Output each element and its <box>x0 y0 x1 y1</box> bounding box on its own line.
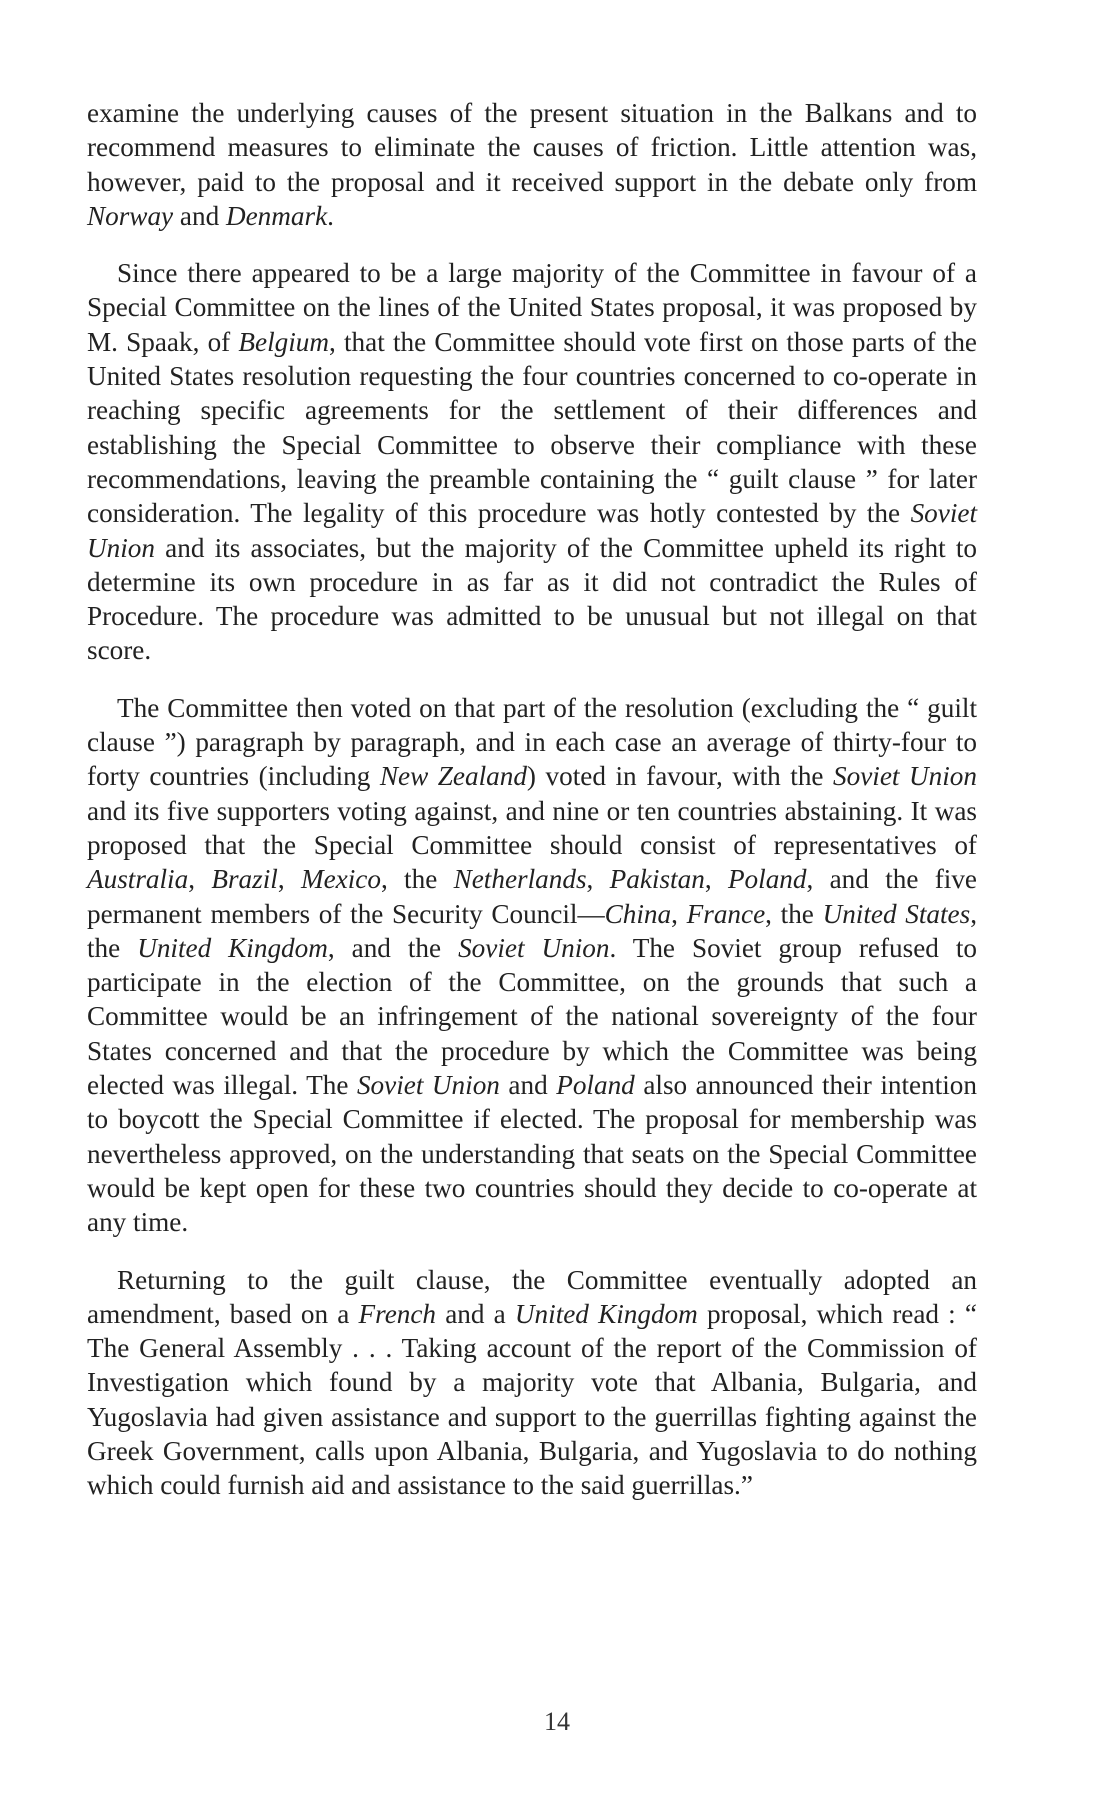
italic-name: China <box>604 898 672 929</box>
page-number: 14 <box>544 1707 570 1736</box>
paragraph-4: Returning to the guilt clause, the Committee eventually adopted an amendment, based on a French and a United Kingdom proposal, which read : “ The General Assembly . . . Taking account of the report of the Commission of Investigation which found by a majority vote that Albania, Bulgaria, and Yugoslavia had given assistance and support to the guerrillas fighting against the Greek Government, calls upon Albania, Bulgaria, and Yugoslavia to do nothing which could furnish aid and assistance to the said guerrillas.” <box>87 1264 977 1501</box>
page-text <box>87 96 977 1526</box>
italic-name: Mexico <box>300 864 381 895</box>
paragraph-3: The Committee then voted on that part of the resolution (excluding the “ guilt clause ”) paragraph by paragraph, and in each case an average of thirty-four to forty countries (including New Zealand) voted in favour, with the Soviet Union and its five supporters voting against, and nine or ten countries abstaining. It was proposed that the Special Committee should consist of representatives of Australia, Brazil, Mexico, the Netherlands, Pakistan, Poland, and the five permanent members of the Security Council—China, France, the United States, the United Kingdom, and the Soviet Union. The Soviet group refused to participate in the election of the Committee, on the grounds that such a Committee would be an infringement of the national sovereignty of the four States concerned and that the procedure by which the Committee was being elected was illegal. The Soviet Union and Poland also announced their intention to boycott the Special Committee if elected. The proposal for membership was nevertheless approved, on the understanding that seats on the Special Committee would be kept open for these two countries should they decide to co-operate at any time. <box>87 692 977 1238</box>
italic-name: Australia <box>87 864 189 895</box>
italic-name: Netherlands <box>453 864 587 895</box>
italic-name: Soviet Union <box>87 498 977 563</box>
italic-name: United States <box>822 898 971 929</box>
italic-name: French <box>358 1298 437 1329</box>
italic-name: Norway <box>87 200 174 231</box>
italic-name: Soviet Union <box>356 1070 500 1101</box>
italic-name: Soviet Union <box>458 932 610 963</box>
italic-name: United Kingdom <box>137 932 328 963</box>
italic-name: France <box>686 898 766 929</box>
italic-name: Belgium <box>238 326 330 357</box>
italic-name: Soviet Union <box>833 761 977 792</box>
italic-name: Poland <box>727 864 807 895</box>
italic-name: Brazil <box>211 864 278 895</box>
italic-name: New Zealand <box>379 761 527 792</box>
italic-name: Pakistan <box>609 864 705 895</box>
italic-name: Poland <box>556 1070 635 1101</box>
italic-name: United Kingdom <box>514 1298 698 1329</box>
italic-name: Denmark <box>225 200 328 231</box>
paragraph-1: examine the underlying causes of the present situation in the Balkans and to recommend measures to eliminate the causes of friction. Little attention was, however, paid to the proposal and it received support in the debate only from Norway and Denmark. <box>87 98 977 231</box>
paragraph-2: Since there appeared to be a large majority of the Committee in favour of a Special Committee on the lines of the United States proposal, it was proposed by M. Spaak, of Belgium, that the Committee should vote first on those parts of the United States resolution requesting the four countries concerned to co-operate in reaching specific agreements for the settlement of their differences and establishing the Special Committee to observe their compliance with these recommendations, leaving the preamble containing the “ guilt clause ” for later consideration. The legality of this procedure was hotly contested by the Soviet Union and its associates, but the majority of the Committee upheld its right to determine its own procedure in as far as it did not contradict the Rules of Procedure. The procedure was admitted to be unusual but not illegal on that score. <box>87 258 977 666</box>
